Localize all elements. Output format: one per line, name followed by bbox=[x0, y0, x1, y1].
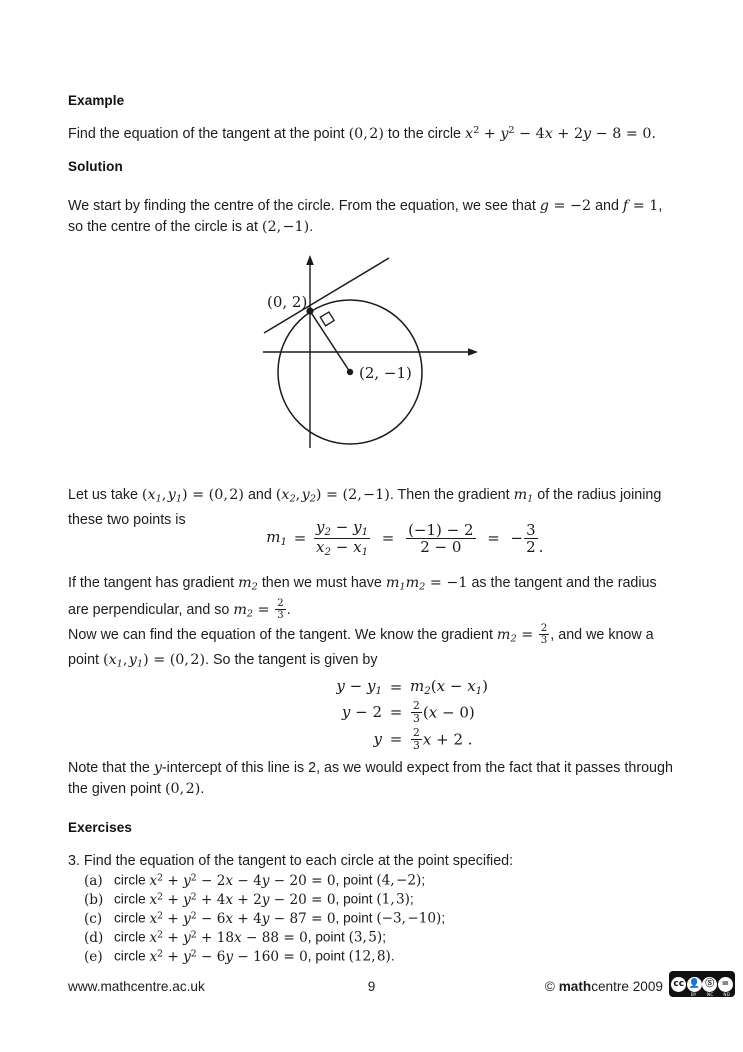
example-text-part2: to the circle bbox=[383, 125, 465, 142]
footer-page-number: 9 bbox=[367, 979, 376, 994]
gradient-result-sign: − bbox=[510, 529, 524, 548]
tangent-eq2-frac-den: 3 bbox=[413, 711, 420, 725]
gradient-frac1-numerator: y2 − y1 bbox=[316, 518, 369, 538]
exercise-item-a bbox=[84, 872, 445, 889]
exercise-label-c: (c) bbox=[84, 910, 103, 927]
note-text-b: -intercept of this line is 2, as we would expect from the fact that it passes through bbox=[161, 760, 673, 776]
tangent-m2-fraction bbox=[539, 623, 550, 646]
tan-text-d: point bbox=[68, 652, 103, 669]
m1-symbol: m1 bbox=[513, 487, 534, 505]
centre-point-label: (2, −1) bbox=[359, 364, 412, 382]
brand-rest: centre bbox=[591, 979, 629, 994]
tangent-eq3-rhs: $\frac{2}{3}$ x + 2 . bbox=[413, 726, 473, 752]
exercise-label-d: (d) bbox=[84, 929, 104, 946]
m2-symbol: m2 bbox=[238, 575, 258, 593]
example-text-part1: Find the equation of the tangent at the point bbox=[68, 125, 349, 142]
footer-copyright bbox=[545, 979, 663, 994]
tangent-eq2-frac-num: 2 bbox=[413, 698, 420, 712]
copyright-symbol: © bbox=[544, 979, 555, 994]
example-circle-equation: $x^2 + y^2 - 4x + 2y - 8 = 0$. bbox=[464, 125, 657, 142]
gradient-result-fraction bbox=[524, 522, 538, 555]
solution-line1a: We start by finding the centre of the circle. From the equation, we see that bbox=[68, 198, 540, 214]
gradient-equals-3: = bbox=[487, 529, 500, 548]
creative-commons-license-badge[interactable] bbox=[669, 971, 735, 997]
point-2-definition: (x2, y2) = (2, −1) bbox=[275, 487, 390, 505]
m2-fraction bbox=[275, 598, 286, 621]
gradient-lhs: m1 bbox=[266, 528, 287, 549]
tangent-eq1-lhs: y − y1 bbox=[336, 677, 382, 697]
gradient-frac2-numerator: (−1) − 2 bbox=[408, 520, 474, 539]
tangent-eq1-equals: = bbox=[389, 677, 403, 696]
tangent-m2-frac-den: 3 bbox=[540, 634, 548, 647]
exercise-item-c bbox=[84, 910, 445, 927]
gradient-result-numerator: 3 bbox=[526, 520, 536, 539]
centre-point-dot bbox=[347, 369, 353, 375]
gradient-display-equation bbox=[245, 519, 543, 558]
copyright-year: 2009 bbox=[632, 979, 663, 994]
cc-sub-by: BY bbox=[690, 992, 697, 997]
tangent-eq2-fraction bbox=[411, 700, 422, 724]
tangent-eq3-equals: = bbox=[389, 730, 403, 749]
tangent-paragraph bbox=[68, 623, 675, 676]
exercise-text-e: circle $x^2 + y^2 - 6y - 160 = 0$, point (12, 8). bbox=[114, 948, 395, 966]
tangent-derivation-block bbox=[300, 677, 488, 751]
exercise-intro: 3. Find the equation of the tangent to each circle at the point specified: bbox=[68, 853, 514, 869]
tangent-known-point: (x1, y1) = (0, 2) bbox=[102, 652, 206, 671]
exercise-text-d: circle $x^2 + y^2 + 18x - 88 = 0$, point (3, 5); bbox=[114, 929, 386, 946]
exercise-text-a: circle $x^2 + y^2 - 2x - 4y - 20 = 0$, point (4, −2); bbox=[114, 872, 426, 889]
m2-frac-den: 3 bbox=[277, 609, 284, 622]
perp-text-d: are perpendicular, and so bbox=[68, 602, 234, 619]
exercise-label-e: (e) bbox=[84, 949, 103, 966]
solution-paragraph bbox=[68, 196, 675, 237]
cc-license-abbreviations bbox=[669, 992, 735, 997]
tangent-eq3-frac-num: 2 bbox=[413, 726, 420, 740]
gradient-equals-2: = bbox=[381, 529, 395, 548]
tan-text-a: Now we can find the equation of the tangent. We know the gradient bbox=[68, 627, 497, 644]
noncommercial-crossed-icon: Ⓢ bbox=[702, 977, 717, 992]
footer-website-url[interactable]: www.mathcentre.ac.uk bbox=[68, 979, 205, 994]
exercise-item-b bbox=[84, 891, 445, 908]
right-angle-marker bbox=[320, 312, 334, 326]
tangent-m2-frac-num: 2 bbox=[540, 622, 548, 634]
y-axis-arrowhead bbox=[306, 255, 314, 265]
gradient-text-e: these two points is bbox=[68, 512, 186, 529]
gradient-equals-1: = bbox=[293, 529, 307, 548]
perp-text-f: . bbox=[286, 602, 291, 619]
f-value: f = 1 bbox=[622, 198, 659, 214]
tangent-eq2-lhs: y − 2 bbox=[341, 703, 382, 721]
perpendicular-paragraph bbox=[68, 573, 675, 626]
circle-tangent-diagram bbox=[250, 248, 490, 463]
tangent-eq1-rhs: m2(x − x1) bbox=[410, 677, 488, 697]
tangent-eq3-lhs: y bbox=[373, 730, 382, 749]
tangent-eq2-rhs: $\frac{2}{3}$ (x − 0) bbox=[413, 698, 475, 725]
tan-text-c: , and we know a bbox=[550, 627, 654, 644]
solution-line2a: so the centre of the circle is at bbox=[68, 218, 262, 235]
brand-bold: math bbox=[558, 979, 592, 994]
gradient-fraction-numeric bbox=[406, 522, 475, 555]
cc-logo-icon: cc bbox=[671, 977, 686, 992]
tangent-eq3-fraction bbox=[411, 727, 422, 751]
centre-coordinates: (2, −1) bbox=[261, 218, 310, 235]
attribution-person-icon: 👤 bbox=[687, 977, 702, 992]
exercise-item-e bbox=[84, 948, 445, 965]
solution-line2b: . bbox=[309, 218, 314, 235]
noderivatives-equals-icon: = bbox=[718, 977, 733, 992]
m2-value-inline: m2 = $\frac{2}{3}$ bbox=[233, 597, 284, 622]
gradient-fraction-symbolic bbox=[314, 519, 370, 558]
tangent-equation-row-1 bbox=[300, 677, 488, 697]
tangent-point-dot bbox=[306, 307, 313, 314]
tan-text-e: . So the tangent is given by bbox=[205, 652, 378, 669]
note-paragraph bbox=[68, 758, 675, 799]
solution-line1b: and bbox=[591, 198, 623, 214]
note-text-d: . bbox=[200, 780, 205, 797]
exercise-item-d bbox=[84, 929, 445, 946]
gradient-frac1-denominator: x2 − x1 bbox=[314, 538, 370, 558]
note-text-a: Note that the bbox=[68, 760, 154, 776]
exercises-heading: Exercises bbox=[68, 820, 132, 835]
cc-sub-nc: NC bbox=[707, 992, 714, 997]
radius-line bbox=[310, 311, 350, 372]
solution-line1c: , bbox=[658, 198, 663, 214]
gradient-period: . bbox=[538, 537, 544, 556]
y-intercept-symbol: y bbox=[153, 760, 162, 776]
diagram-svg bbox=[250, 248, 490, 463]
gradient-text-a: Let us take bbox=[68, 487, 142, 503]
perp-text-a: If the tangent has gradient bbox=[68, 575, 239, 591]
cc-sub-nd: ND bbox=[723, 992, 731, 997]
gradient-text-d: of the radius joining bbox=[533, 487, 662, 503]
note-given-point: (0, 2) bbox=[164, 780, 201, 797]
gradient-frac2-denominator: 2 − 0 bbox=[406, 538, 475, 555]
m2-frac-num: 2 bbox=[277, 597, 284, 610]
exercise-text-b: circle $x^2 + y^2 + 4x + 2y - 20 = 0$, point (1, 3); bbox=[114, 891, 414, 908]
perp-text-c: as the tangent and the radius bbox=[467, 575, 657, 591]
point-1-definition: (x1, y1) = (0, 2) bbox=[141, 487, 244, 505]
exercise-label-a: (a) bbox=[84, 872, 103, 889]
exercise-text-c: circle $x^2 + y^2 - 6x + 4y - 87 = 0$, point (−3, −10); bbox=[114, 910, 446, 927]
tangent-eq2-equals: = bbox=[389, 703, 403, 721]
tangent-equation-row-3 bbox=[300, 727, 488, 751]
example-heading: Example bbox=[68, 93, 125, 108]
tangent-eq3-frac-den: 3 bbox=[413, 738, 420, 752]
m2-known-value: m2 = $\frac{2}{3}$ bbox=[496, 622, 548, 647]
gradient-text-b: and bbox=[243, 487, 276, 503]
example-statement bbox=[68, 121, 675, 144]
exercise-list bbox=[84, 872, 445, 968]
cc-sub-blank bbox=[670, 992, 685, 997]
note-text-c: the given point bbox=[68, 780, 165, 797]
solution-heading: Solution bbox=[68, 159, 123, 174]
gradient-result-denominator: 2 bbox=[526, 537, 536, 556]
tangent-equation-row-2 bbox=[300, 700, 488, 724]
exercise-label-b: (b) bbox=[84, 891, 104, 908]
example-point: (0, 2) bbox=[348, 125, 384, 142]
x-axis-arrowhead bbox=[468, 348, 478, 356]
tangent-point-label: (0, 2) bbox=[267, 293, 308, 311]
g-value: g = −2 bbox=[539, 198, 592, 214]
gradient-text-c: . Then the gradient bbox=[389, 487, 514, 503]
m1m2-product: m1m2 = −1 bbox=[385, 575, 468, 593]
page-footer bbox=[0, 975, 743, 1015]
perp-text-b: then we must have bbox=[257, 575, 386, 591]
